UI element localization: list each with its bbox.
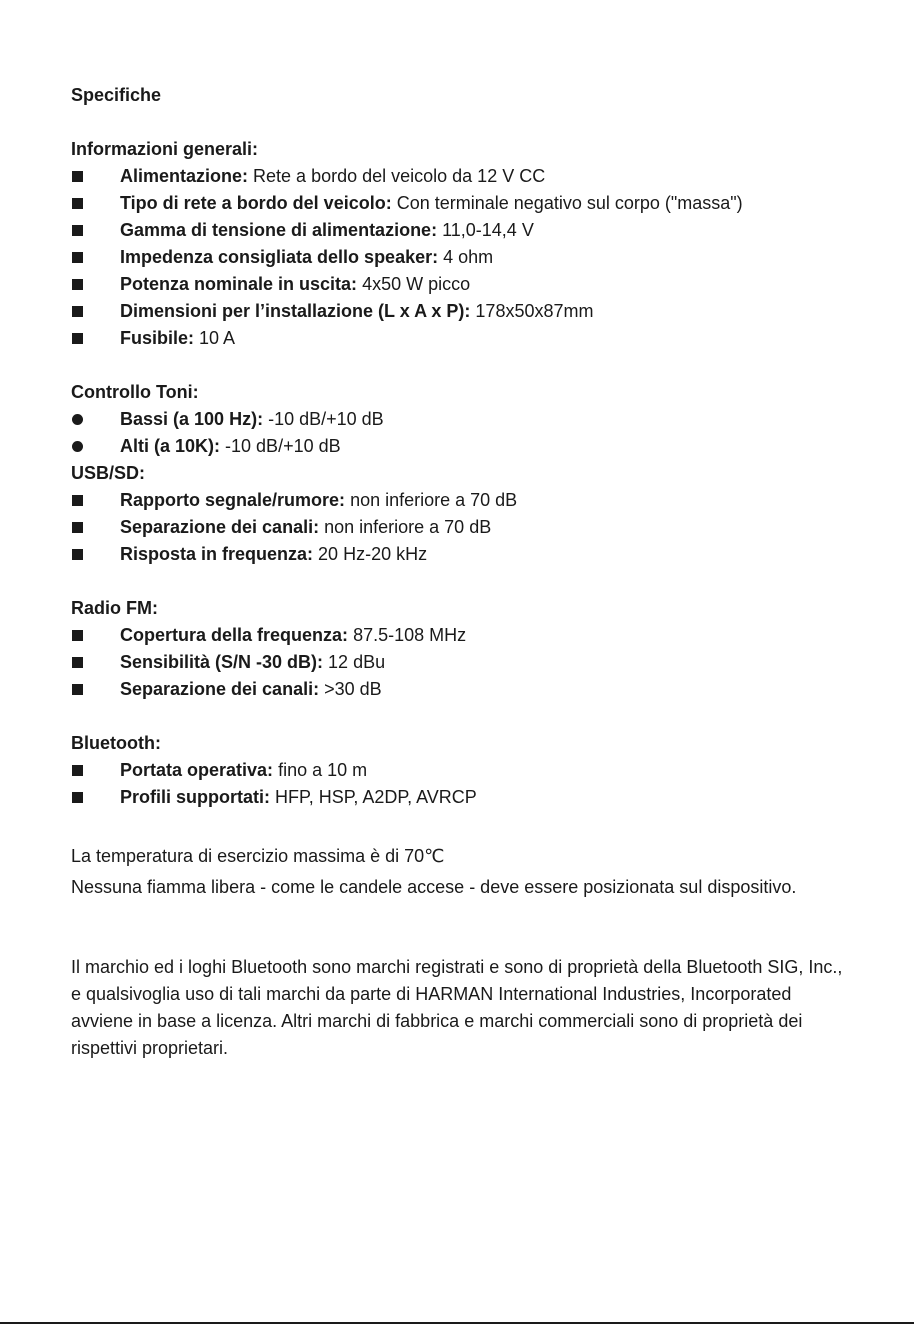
spec-item xyxy=(71,784,851,811)
spec-label: Bassi (a 100 Hz): xyxy=(120,409,264,429)
spec-item xyxy=(71,325,851,352)
spec-page xyxy=(71,82,851,1062)
spec-item xyxy=(71,271,851,298)
trademark-block xyxy=(71,954,851,1062)
spec-item xyxy=(71,406,851,433)
spec-label: Sensibilità (S/N -30 dB): xyxy=(120,652,324,672)
notes-block xyxy=(71,843,851,901)
spec-label: Alti (a 10K): xyxy=(120,436,221,456)
spec-item xyxy=(71,298,851,325)
spec-label: Dimensioni per l’installazione (L x A x P): xyxy=(120,301,471,321)
section-general-info xyxy=(71,136,851,352)
spec-value: -10 dB/+10 dB xyxy=(268,409,384,429)
spec-label: Alimentazione: xyxy=(120,166,249,186)
spec-item xyxy=(71,757,851,784)
section-title: Bluetooth: xyxy=(71,733,161,753)
spec-label: Impedenza consigliata dello speaker: xyxy=(120,247,439,267)
square-bullet-icon xyxy=(72,522,83,533)
section-bluetooth xyxy=(71,730,851,811)
spec-value: 10 A xyxy=(199,328,236,348)
spec-list xyxy=(71,406,851,460)
section-title: Controllo Toni: xyxy=(71,382,199,402)
spec-label: Profili supportati: xyxy=(120,787,270,807)
square-bullet-icon xyxy=(72,198,83,209)
spec-value: HFP, HSP, A2DP, AVRCP xyxy=(275,787,477,807)
square-bullet-icon xyxy=(72,279,83,290)
square-bullet-icon xyxy=(72,765,83,776)
spec-value: Rete a bordo del veicolo da 12 V CC xyxy=(253,166,546,186)
flame-warning: Nessuna fiamma libera - come le candele accese - deve essere posizionata sul dispositivo. xyxy=(71,877,797,897)
square-bullet-icon xyxy=(72,657,83,668)
spec-value: 12 dBu xyxy=(328,652,386,672)
spec-label: Rapporto segnale/rumore: xyxy=(120,490,346,510)
spec-list xyxy=(71,163,851,352)
circle-bullet-icon xyxy=(72,414,83,425)
spec-item xyxy=(71,190,851,217)
square-bullet-icon xyxy=(72,306,83,317)
spec-value: 178x50x87mm xyxy=(475,301,594,321)
section-tone-control xyxy=(71,379,851,460)
square-bullet-icon xyxy=(72,333,83,344)
spec-label: Risposta in frequenza: xyxy=(120,544,314,564)
spec-list xyxy=(71,757,851,811)
square-bullet-icon xyxy=(72,684,83,695)
square-bullet-icon xyxy=(72,252,83,263)
spec-list xyxy=(71,487,851,568)
spec-value: fino a 10 m xyxy=(278,760,368,780)
section-title: Radio FM: xyxy=(71,598,158,618)
section-radio-fm xyxy=(71,595,851,703)
spec-item xyxy=(71,622,851,649)
spec-value: 4 ohm xyxy=(443,247,494,267)
spec-item xyxy=(71,487,851,514)
square-bullet-icon xyxy=(72,171,83,182)
section-title: USB/SD: xyxy=(71,463,146,483)
spec-label: Potenza nominale in uscita: xyxy=(120,274,358,294)
spec-value: 11,0-14,4 V xyxy=(442,220,534,240)
spec-label: Fusibile: xyxy=(120,328,195,348)
spec-label: Separazione dei canali: xyxy=(120,679,320,699)
square-bullet-icon xyxy=(72,225,83,236)
spec-item xyxy=(71,244,851,271)
spec-value: 20 Hz-20 kHz xyxy=(318,544,428,564)
spec-value: >30 dB xyxy=(324,679,382,699)
spec-label: Separazione dei canali: xyxy=(120,517,320,537)
square-bullet-icon xyxy=(72,495,83,506)
spec-label: Tipo di rete a bordo del veicolo: xyxy=(120,193,392,213)
spec-value: -10 dB/+10 dB xyxy=(225,436,341,456)
spec-value: 87.5-108 MHz xyxy=(353,625,467,645)
spec-value: non inferiore a 70 dB xyxy=(350,490,518,510)
spec-item xyxy=(71,217,851,244)
square-bullet-icon xyxy=(72,792,83,803)
spec-value: 4x50 W picco xyxy=(362,274,471,294)
temperature-note: La temperatura di esercizio massima è di 70℃ xyxy=(71,846,445,866)
trademark-text: Il marchio ed i loghi Bluetooth sono marchi registrati e sono di proprietà della Bluetooth SIG, Inc., e qualsivoglia uso di tali marchi da parte di HARMAN International Industries, Incorporated avviene in base a licenza. Altri marchi di fabbrica e marchi commerciali sono di proprietà dei rispettivi proprietari. xyxy=(71,957,843,1058)
spec-label: Gamma di tensione di alimentazione: xyxy=(120,220,438,240)
section-usb-sd xyxy=(71,460,851,568)
section-title: Informazioni generali: xyxy=(71,139,259,159)
spec-label: Copertura della frequenza: xyxy=(120,625,349,645)
spec-item xyxy=(71,433,851,460)
spec-list xyxy=(71,622,851,703)
spec-value: non inferiore a 70 dB xyxy=(324,517,492,537)
spec-value: Con terminale negativo sul corpo ("massa") xyxy=(396,193,743,213)
spec-item xyxy=(71,163,851,190)
spec-label: Portata operativa: xyxy=(120,760,274,780)
spec-item xyxy=(71,541,851,568)
square-bullet-icon xyxy=(72,549,83,560)
spec-item xyxy=(71,676,851,703)
square-bullet-icon xyxy=(72,630,83,641)
circle-bullet-icon xyxy=(72,441,83,452)
spec-item xyxy=(71,649,851,676)
spec-item xyxy=(71,514,851,541)
page-title: Specifiche xyxy=(71,85,162,105)
